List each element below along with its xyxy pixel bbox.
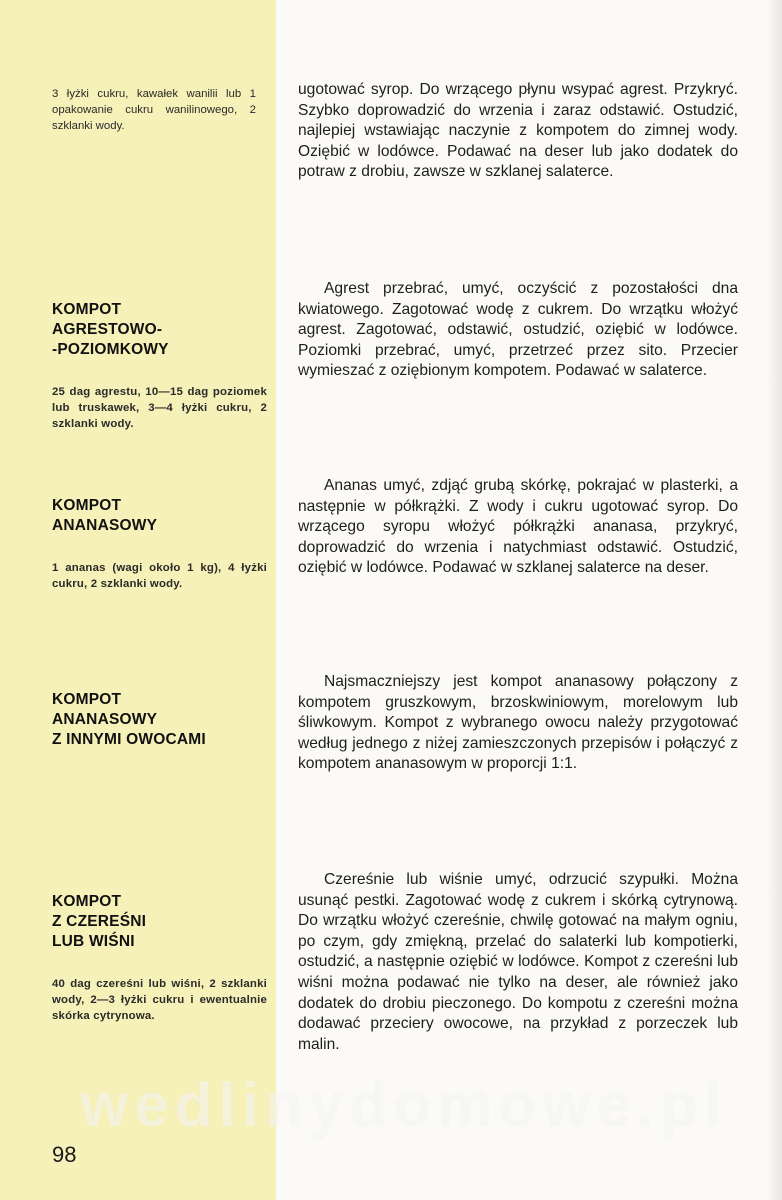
recipe-heading-ananasowy xyxy=(52,476,267,612)
recipe-title: KOMPOT Z CZEREŚNI LUB WIŚNI xyxy=(52,893,147,950)
recipe-ingredients: 40 dag czereśni lub wiśni, 2 szklanki wody, 2—3 łyżki cukru i ewentualnie skórka cytrynowa. xyxy=(52,978,267,1022)
page-edge-shadow xyxy=(766,0,782,1200)
page-number: 98 xyxy=(52,1142,77,1167)
recipe-body-agrestowo-poziomkowy: Agrest przebrać, umyć, oczyścić z pozostałości dna kwiatowego. Zagotować wodę z cukrem. Do wrzątku włożyć agrest. Zagotować, odstawić, ostudzić, oziębić w lodówce. Poziomki przebrać, umyć, przetrzeć przez sito. Przecier wymieszać z oziębionym kompotem. Podawać w salaterce. xyxy=(298,280,738,380)
recipe-title: KOMPOT ANANASOWY Z INNYMI OWOCAMI xyxy=(52,691,206,748)
recipe-heading-agrestowo-poziomkowy xyxy=(52,280,267,452)
recipe-ingredients: 25 dag agrestu, 10—15 dag poziomek lub truskawek, 3—4 łyżki cukru, 2 szklanki wody. xyxy=(52,386,267,430)
watermark: wedlinydomowe.pl xyxy=(80,1071,728,1140)
recipe-body-z-czeresni-lub-wisni: Czereśnie lub wiśnie umyć, odrzucić szypułki. Można usunąć pestki. Zagotować wodę z cukrem i skórką cytrynową. Do wrzątku włożyć czereśnie, chwilę gotować na małym ogniu, po czym, gdy zmiękną, przelać do salaterki lub kompotierki, ostudzić, a następnie oziębić w lodówce. Kompot z czereśni lub wiśni można podawać nie tylko na deser, ale również jako dodatek do drobiu pieczonego. Do kompotu z czereśni można dodawać przeciery owocowe, na przykład z porzeczek lub malin. xyxy=(298,871,738,1053)
recipe-title: KOMPOT AGRESTOWO- -POZIOMKOWY xyxy=(52,301,169,358)
recipe-heading-z-czeresni-lub-wisni xyxy=(52,872,267,1044)
intro-ingredients: 3 łyżki cukru, kawałek wanilii lub 1 opakowanie cukru wanilinowego, 2 szklanki wody. xyxy=(52,88,256,132)
recipe-heading-ananasowy-z-innymi-owocami xyxy=(52,670,267,770)
recipe-title: KOMPOT ANANASOWY xyxy=(52,497,158,534)
recipe-body-ananasowy: Ananas umyć, zdjąć grubą skórkę, pokrajać w plasterki, a następnie w półkrążki. Z wody i cukru ugotować syrop. Do wrzącego syropu włożyć półkrążki ananasa, przykryć, doprowadzić do wrzenia i natychmiast odstawić. Ostudzić, oziębić w lodówce. Podawać w szklanej salaterce na deser. xyxy=(298,477,738,577)
intro-body-paragraph: ugotować syrop. Do wrzącego płynu wsypać agrest. Przykryć. Szybko doprowadzić do wrzenia i zaraz odstawić. Ostudzić, najlepiej wstawiając naczynie z kompotem do zimnej wody. Oziębić w lodówce. Podawać na deser lub jako dodatek do potraw z drobiu, zawsze w szklanej salaterce. xyxy=(298,81,738,181)
recipe-body-ananasowy-z-innymi-owocami: Najsmaczniejszy jest kompot ananasowy połączony z kompotem gruszkowym, brzoskwiniowym, morelowym lub śliwkowym. Kompot z wybranego owocu należy przygotować według jednego z niżej zamieszczonych przepisów i połączyć z kompotem ananasowym w proporcji 1:1. xyxy=(298,673,738,773)
recipe-ingredients: 1 ananas (wagi około 1 kg), 4 łyżki cukru, 2 szklanki wody. xyxy=(52,562,267,590)
